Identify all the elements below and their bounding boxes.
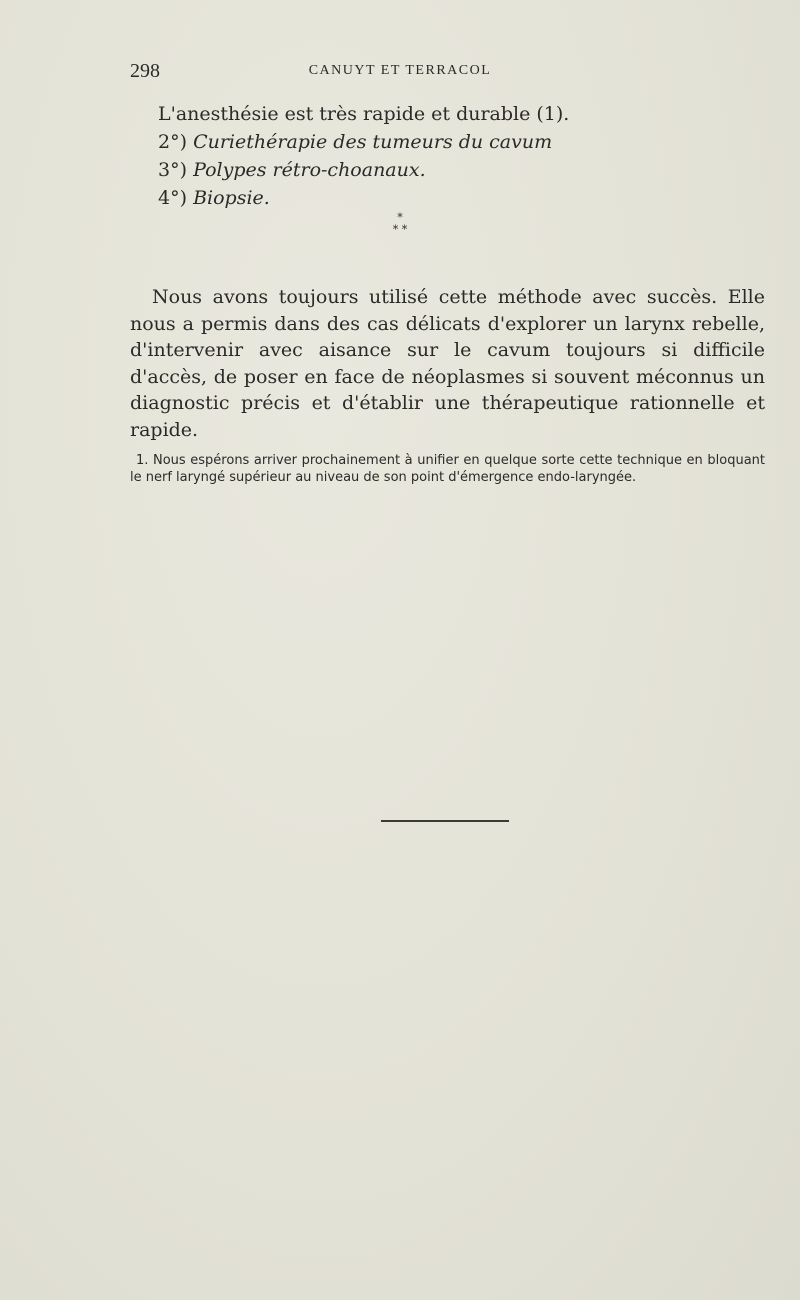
- page-number: 298: [130, 60, 160, 82]
- list-item-number: 2°): [158, 131, 188, 153]
- numbered-list: [158, 128, 552, 212]
- footnote: 1. Nous espérons arriver prochainement à unifier en quelque sorte cette technique en bloquant le nerf laryngé supérieur au niveau de son point d'émergence endo-laryngée.: [130, 453, 765, 485]
- list-item: [158, 128, 552, 156]
- separator-star-bottom: * *: [392, 223, 408, 236]
- list-item-text: Curiethérapie des tumeurs du cavum: [193, 131, 553, 153]
- list-item-number: 4°): [158, 187, 188, 209]
- list-item-text: Biopsie.: [193, 187, 270, 209]
- running-title: CANUYT ET TERRACOL: [308, 63, 492, 78]
- list-item: [158, 156, 552, 184]
- intro-line: L'anesthésie est très rapide et durable (1).: [158, 103, 570, 125]
- end-rule: [381, 820, 509, 822]
- running-head: [130, 60, 670, 86]
- list-item-number: 3°): [158, 159, 188, 181]
- separator-star-top: *: [397, 211, 403, 224]
- section-separator: [0, 212, 800, 236]
- list-item-text: Polypes rétro-choanaux.: [193, 159, 426, 181]
- main-paragraph: Nous avons toujours utilisé cette méthode avec succès. Elle nous a permis dans des cas délicats d'explorer un larynx rebelle, d'intervenir avec aisance sur le cavum toujours si difficile d'accès, de poser en face de néoplasmes si souvent méconnus un diagnostic précis et d'établir une thérapeutique rationnelle et rapide.: [130, 286, 765, 441]
- list-item: [158, 184, 552, 212]
